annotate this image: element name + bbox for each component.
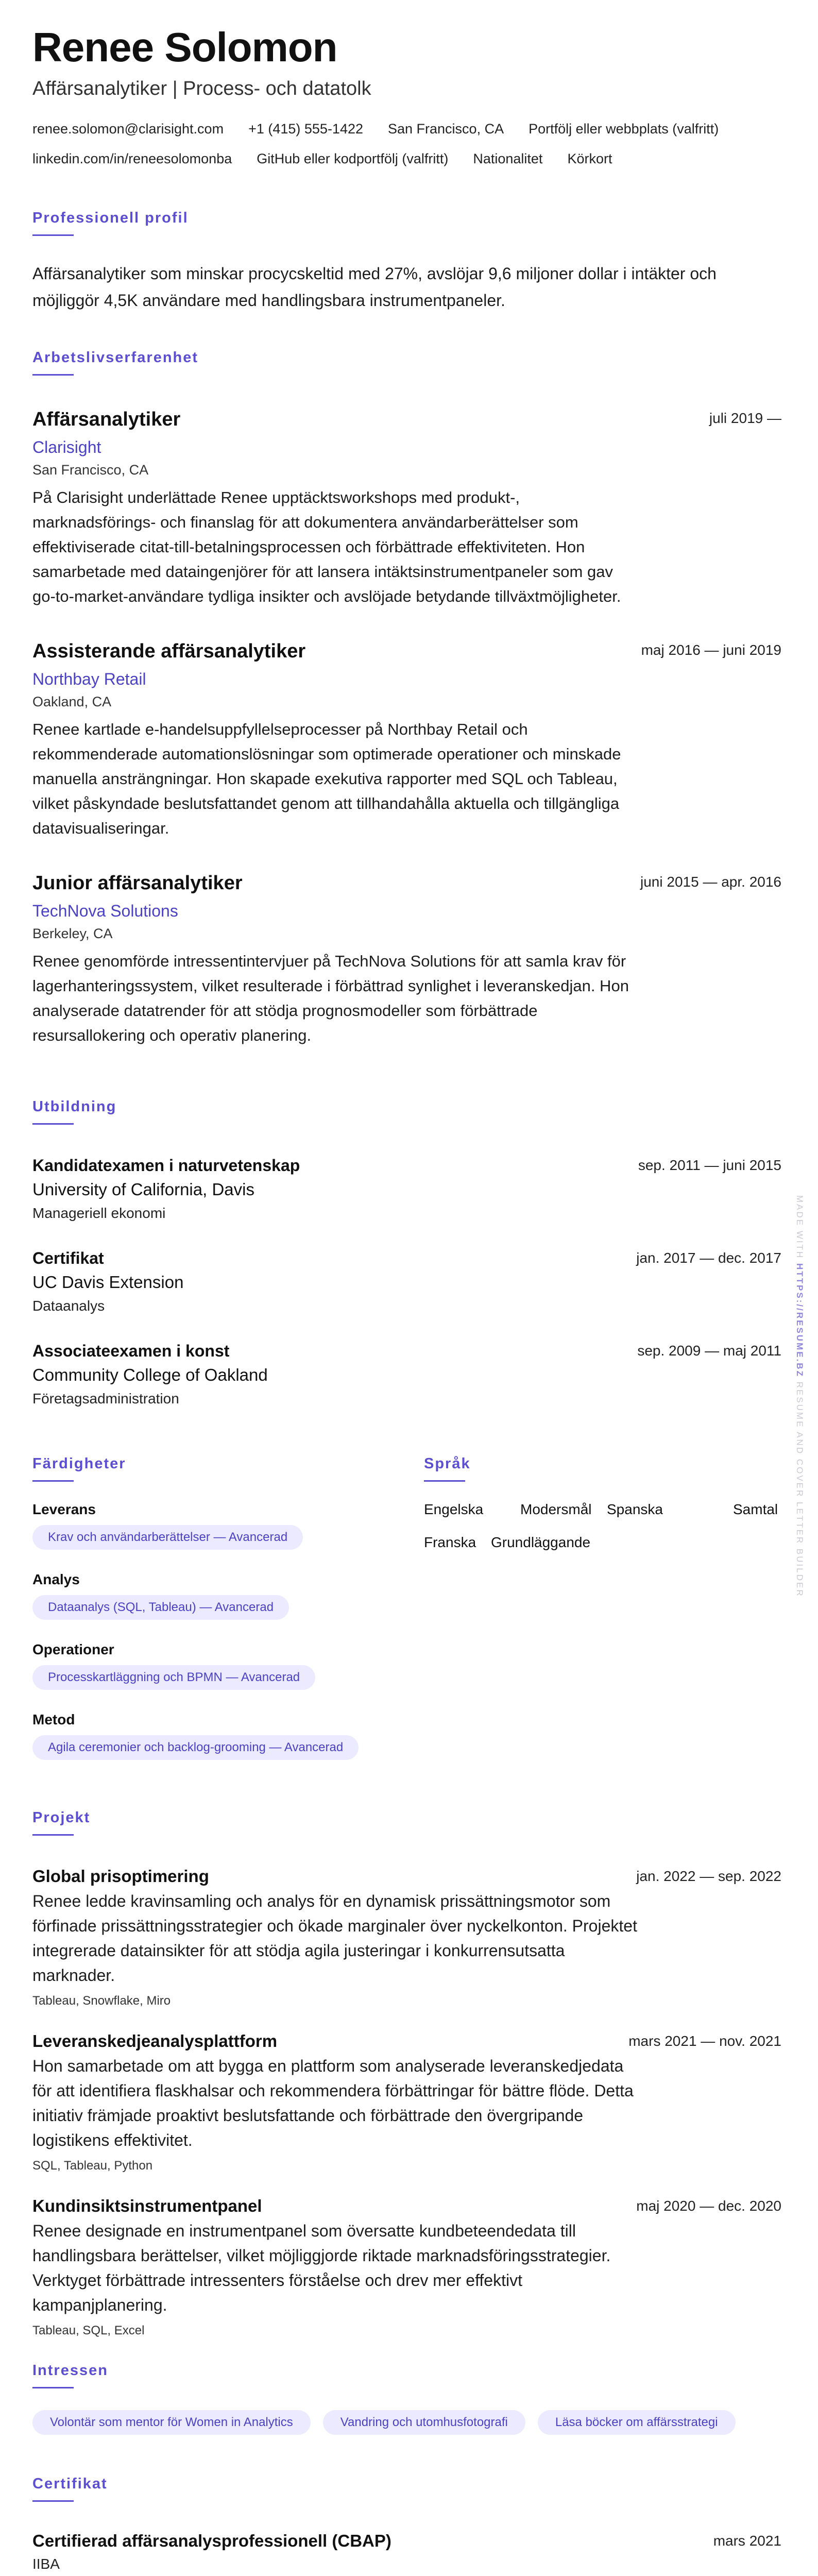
certificate-issuer: IIBA [32, 2556, 60, 2572]
language-level: Modersmål [520, 1501, 592, 1517]
project-entry [32, 2195, 781, 2339]
section-title: Arbetslivserfarenhet [32, 349, 199, 366]
contact-location: San Francisco, CA [388, 121, 504, 137]
section-divider [32, 1834, 74, 1836]
job-description: Renee kartlade e-handelsuppfyllelseprocesser på Northbay Retail och rekommenderade automationslösningar som optimerade operationer och minskade manuella ansträngningar. Hon skapade exekutiva rapporter med SQL och Tableau, vilket påskyndade beslutsfattandet genom att tillhandahålla aktuella och tillgängliga datavisualiseringar. [32, 720, 621, 837]
language-level: Samtal [733, 1501, 778, 1517]
project-description: Renee designade en instrumentpanel som översatte kundbeteendedata till handlingsbara berättelser, vilket möjliggjorde riktade marknadsföringsstrategier. Verktyget förbättrade intressenters förståelse och drev mer effektivt kampanjplanering. [32, 2222, 611, 2314]
education-field: Företagsadministration [32, 1391, 179, 1406]
project-title: Global prisoptimering [32, 1867, 209, 1886]
skill-category: Operationer [32, 1641, 114, 1657]
project-description: Hon samarbetade om att bygga en plattform som analyserade leveranskedjedata för att identifiera flaskhalsar och rekommendera förbättringar för bättre flöde. Detta initiativ främjade proaktivt beslutsfattande och förbättrade den övergripande logistikens effektivitet. [32, 2057, 634, 2149]
job-entry [32, 871, 781, 1048]
profile-summary: Affärsanalytiker som minskar procycskeltid med 27%, avslöjar 9,6 miljoner dollar i intäkter och möjliggör 4,5K användare med handlingsbara instrumentpaneler. [32, 264, 717, 310]
certificate-date: mars 2021 [713, 2533, 781, 2549]
skill-pill: Dataanalys (SQL, Tableau) — Avancerad [32, 1595, 289, 1620]
education-degree: Kandidatexamen i naturvetenskap [32, 1156, 300, 1175]
project-tools: Tableau, Snowflake, Miro [32, 1994, 171, 2008]
resume-page [32, 0, 781, 2576]
skill-category: Leverans [32, 1501, 96, 1517]
interest-pill: Vandring och utomhusfotografi [323, 2410, 525, 2435]
job-entry [32, 639, 781, 841]
watermark-link[interactable]: HTTPS://RESUME.BZ [795, 1263, 805, 1378]
contact-linkedin[interactable]: linkedin.com/in/reneesolomonba [32, 151, 232, 166]
education-degree: Associateexamen i konst [32, 1342, 230, 1360]
section-title: Språk [424, 1455, 471, 1472]
profile-section-heading [32, 209, 189, 236]
language-name: Spanska [607, 1501, 663, 1517]
job-company: Clarisight [32, 438, 101, 456]
skill-pill: Krav och användarberättelser — Avancerad [32, 1525, 303, 1550]
section-divider [32, 2387, 74, 2388]
job-description: På Clarisight underlättade Renee upptäcktsworkshops med produkt-, marknadsförings- och finanslag för att dokumentera användarberättelser som effektiviserade citat-till-betalningsprocessen och förbättrade effektiviteten. Hon samarbetade med dataingenjörer för att lansera intäktsinstrumentpaneler som gav go-to-market-användare tydliga insikter och avslöjade betydande tillväxtmöjligheter. [32, 488, 621, 605]
job-location: San Francisco, CA [32, 462, 149, 478]
education-entry [32, 1340, 781, 1409]
skill-pill: Processkartläggning och BPMN — Avancerad [32, 1665, 315, 1690]
watermark-prefix: MADE WITH [795, 1195, 805, 1260]
project-description: Renee ledde kravinsamling och analys för en dynamisk prissättningsmotor som förfinade prissättningsstrategier och ökade marginaler över nyckelkonton. Projektet integrerade datainsikter för att stödja agila justeringar i konkurrensutsatta marknader. [32, 1892, 637, 1985]
projects-section-heading [32, 1808, 90, 1836]
contact-email[interactable]: renee.solomon@clarisight.com [32, 121, 224, 137]
job-location: Berkeley, CA [32, 926, 113, 941]
interests-section-heading [32, 2361, 108, 2388]
section-divider [424, 1480, 465, 1482]
language-level: Grundläggande [491, 1534, 591, 1550]
candidate-name: Renee Solomon [32, 24, 337, 70]
section-title: Projekt [32, 1809, 91, 1826]
section-title: Professionell profil [32, 210, 189, 226]
project-entry [32, 1865, 781, 2009]
contact-list [32, 120, 781, 168]
skill-category: Analys [32, 1571, 80, 1587]
section-title: Färdigheter [32, 1455, 126, 1472]
project-date: maj 2020 — dec. 2020 [636, 2198, 781, 2214]
project-tools: Tableau, SQL, Excel [32, 2324, 145, 2337]
section-divider [32, 2500, 74, 2502]
contact-github[interactable]: GitHub eller kodportfölj (valfritt) [257, 151, 449, 166]
project-date: mars 2021 — nov. 2021 [628, 2033, 781, 2049]
section-title: Utbildning [32, 1098, 117, 1115]
contact-portfolio[interactable]: Portfölj eller webbplats (valfritt) [529, 121, 719, 137]
experience-section-heading [32, 348, 198, 376]
certificate-entry [32, 2530, 781, 2574]
certificate-name: Certifierad affärsanalysprofessionell (CBAP) [32, 2531, 391, 2550]
project-title: Kundinsiktsinstrumentpanel [32, 2196, 262, 2215]
job-title: Junior affärsanalytiker [32, 872, 243, 894]
section-title: Intressen [32, 2362, 108, 2379]
education-field: Manageriell ekonomi [32, 1205, 166, 1221]
skill-category: Metod [32, 1711, 75, 1727]
certificates-section-heading [32, 2475, 108, 2502]
interest-pill: Läsa böcker om affärsstrategi [538, 2410, 736, 2435]
education-entry [32, 1247, 781, 1316]
languages-section-heading [424, 1454, 471, 1482]
education-field: Dataanalys [32, 1298, 105, 1314]
language-name: Engelska [424, 1501, 484, 1517]
job-location: Oakland, CA [32, 694, 112, 709]
job-title: Affärsanalytiker [32, 409, 181, 430]
education-date: jan. 2017 — dec. 2017 [636, 1250, 781, 1266]
education-entry [32, 1154, 781, 1223]
project-entry [32, 2030, 781, 2174]
education-school: Community College of Oakland [32, 1365, 268, 1384]
job-description: Renee genomförde intressentintervjuer på TechNova Solutions för att samla krav för lagerhanteringssystem, vilket resulterade i förbättrad synlighet i leveranskedjan. Hon analyserade datatrender för att stödja prognosmodeller som förbättrade resursallokering och operativ planering. [32, 952, 629, 1044]
project-title: Leveranskedjeanalysplattform [32, 2031, 278, 2050]
contact-phone[interactable]: +1 (415) 555-1422 [248, 121, 363, 137]
watermark-suffix: RESUME AND COVER LETTER BUILDER [795, 1381, 805, 1598]
job-title: Assisterande affärsanalytiker [32, 640, 306, 662]
project-date: jan. 2022 — sep. 2022 [636, 1868, 781, 1884]
contact-license: Körkort [567, 151, 612, 166]
section-divider [32, 1480, 74, 1482]
job-company: TechNova Solutions [32, 902, 178, 920]
education-date: sep. 2011 — juni 2015 [638, 1157, 781, 1173]
job-date: juli 2019 — [709, 410, 781, 426]
job-entry [32, 407, 781, 609]
education-degree: Certifikat [32, 1249, 104, 1267]
education-school: UC Davis Extension [32, 1273, 184, 1292]
contact-nationality: Nationalitet [473, 151, 543, 166]
interests-list [32, 2410, 736, 2435]
section-divider [32, 374, 74, 376]
education-school: University of California, Davis [32, 1180, 254, 1199]
section-divider [32, 234, 74, 236]
section-divider [32, 1123, 74, 1125]
job-date: maj 2016 — juni 2019 [641, 642, 781, 658]
project-tools: SQL, Tableau, Python [32, 2159, 153, 2173]
education-section-heading [32, 1097, 116, 1125]
interest-pill: Volontär som mentor för Women in Analytics [32, 2410, 311, 2435]
builder-watermark [793, 1195, 806, 1638]
skill-pill: Agila ceremonier och backlog-grooming — Avancerad [32, 1735, 359, 1760]
education-date: sep. 2009 — maj 2011 [637, 1343, 781, 1359]
section-title: Certifikat [32, 2476, 108, 2492]
language-name: Franska [424, 1534, 476, 1550]
job-company: Northbay Retail [32, 670, 146, 688]
candidate-subtitle: Affärsanalytiker | Process- och datatolk [32, 78, 371, 99]
skills-section-heading [32, 1454, 126, 1482]
job-date: juni 2015 — apr. 2016 [640, 874, 781, 890]
